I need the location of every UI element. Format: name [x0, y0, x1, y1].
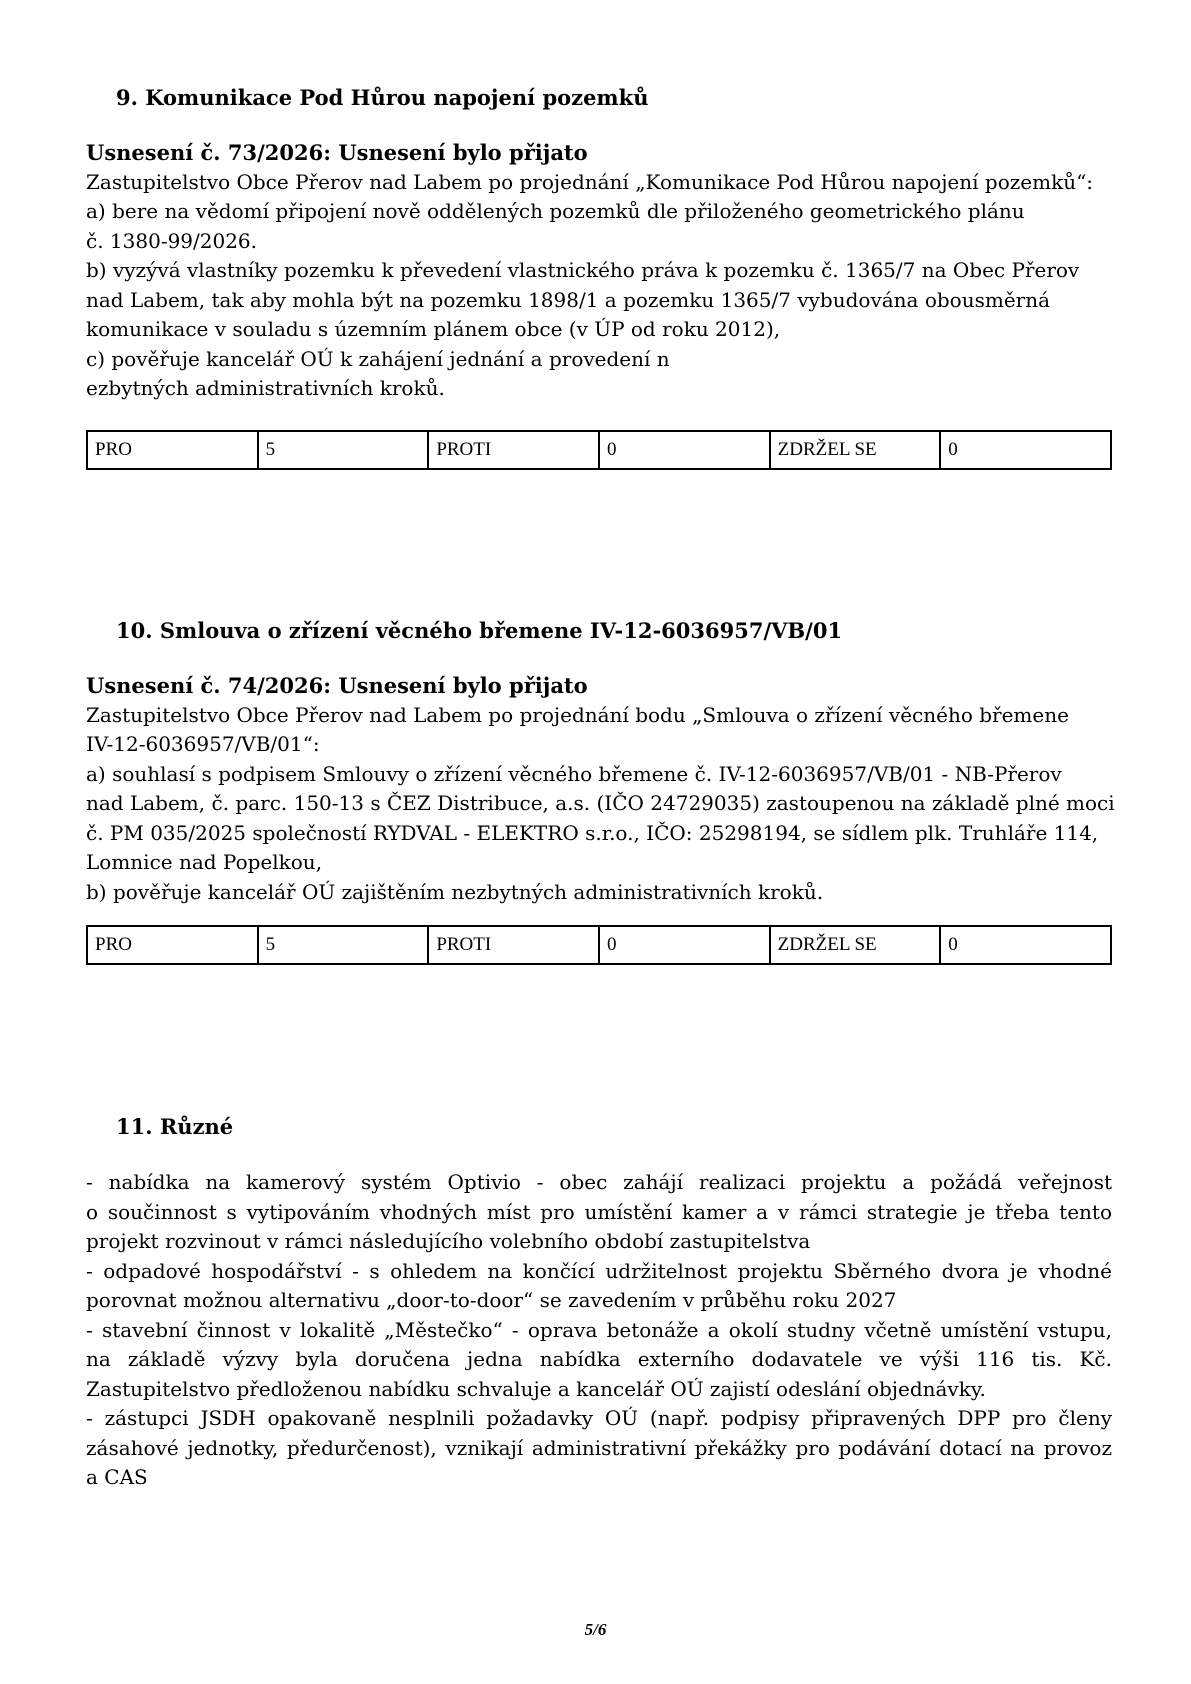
misc-items	[86, 1168, 1112, 1493]
section-11-heading: 11. Různé	[116, 1114, 234, 1139]
resolution-74-title: Usnesení č. 74/2026: Usnesení bylo přijato	[86, 673, 588, 698]
resolution-text-line: nad Labem, č. parc. 150-13 s ČEZ Distribuce, a.s. (IČO 24729035) zastoupenou na základě plné moci	[86, 791, 1115, 815]
resolution-text-line: IV-12-6036957/VB/01“:	[86, 732, 320, 756]
section-9-heading: 9. Komunikace Pod Hůrou napojení pozemků	[116, 85, 649, 110]
resolution-text-line: č. PM 035/2025 společností RYDVAL - ELEKTRO s.r.o., IČO: 25298194, se sídlem plk. Truhláře 114,	[86, 820, 1099, 845]
vote-proti-value: 0	[599, 431, 770, 469]
resolution-text-line: b) vyzývá vlastníky pozemku k převedení vlastnického práva k pozemku č. 1365/7 na Obec Přerov	[86, 258, 1080, 282]
vote-zdrzel-label: ZDRŽEL SE	[770, 431, 941, 469]
vote-pro-value: 5	[258, 431, 429, 469]
vote-pro-value: 5	[258, 926, 429, 964]
misc-text-line: - stavební činnost v lokalitě „Městečko“ - oprava betonáže a okolí studny včetně umístění vstupu,	[86, 1317, 1112, 1342]
vote-table-74	[86, 925, 1112, 965]
vote-pro-label: PRO	[87, 926, 258, 964]
resolution-text-line: komunikace v souladu s územním plánem obce (v ÚP od roku 2012),	[86, 317, 781, 341]
resolution-text-line: ezbytných administrativních kroků.	[86, 376, 445, 400]
resolution-text-line: Zastupitelstvo Obce Přerov nad Labem po projednání „Komunikace Pod Hůrou napojení pozemků“:	[86, 169, 1094, 194]
vote-pro-label: PRO	[87, 431, 258, 469]
resolution-73-title: Usnesení č. 73/2026: Usnesení bylo přijato	[86, 140, 588, 165]
resolution-text-line: Zastupitelstvo Obce Přerov nad Labem po projednání bodu „Smlouva o zřízení věcného břemene	[86, 702, 1069, 727]
misc-text-line: - odpadové hospodářství - s ohledem na končící udržitelnost projektu Sběrného dvora je vhodné	[86, 1258, 1112, 1283]
misc-text-line: - nabídka na kamerový systém Optivio - obec zahájí realizaci projektu a požádá veřejnost	[86, 1170, 1112, 1194]
misc-text-line: projekt rozvinout v rámci následujícího volebního období zastupitelstva	[86, 1229, 811, 1253]
page-number: 5/6	[584, 1620, 607, 1639]
vote-zdrzel-label: ZDRŽEL SE	[770, 926, 941, 964]
misc-text-line: na základě výzvy byla doručena jedna nabídka externího dodavatele ve výši 116 tis. Kč.	[86, 1347, 1112, 1371]
misc-text-line: o součinnost s vytipováním vhodných míst pro umístění kamer a v rámci strategie je třeba tento	[86, 1199, 1112, 1224]
resolution-text-line: b) pověřuje kancelář OÚ zajištěním nezbytných administrativních kroků.	[86, 879, 824, 904]
resolution-text-line: c) pověřuje kancelář OÚ k zahájení jednání a provedení n	[86, 346, 670, 371]
vote-zdrzel-value: 0	[940, 926, 1111, 964]
misc-text-line: zásahové jednotky, předurčenost), vznikají administrativní překážky pro podávání dotací na provoz	[86, 1435, 1112, 1460]
resolution-text-line: nad Labem, tak aby mohla být na pozemku 1898/1 a pozemku 1365/7 vybudována obousměrná	[86, 287, 1051, 312]
resolution-text-line: a) bere na vědomí připojení nově oddělených pozemků dle přiloženého geometrického plánu	[86, 199, 1025, 223]
section-10-heading: 10. Smlouva o zřízení věcného břemene IV-12-6036957/VB/01	[116, 618, 843, 643]
vote-zdrzel-value: 0	[940, 431, 1111, 469]
vote-proti-label: PROTI	[428, 926, 599, 964]
vote-table-73	[86, 430, 1112, 470]
resolution-text-line: a) souhlasí s podpisem Smlouvy o zřízení věcného břemene č. IV-12-6036957/VB/01 - NB-Přerov	[86, 761, 1062, 786]
vote-proti-label: PROTI	[428, 431, 599, 469]
misc-text-line: Zastupitelstvo předloženou nabídku schvaluje a kancelář OÚ zajistí odeslání objednávky.	[86, 1376, 986, 1401]
section-10-resolution	[86, 671, 1115, 907]
misc-text-line: porovnat možnou alternativu „door-to-door“ se zavedením v průběhu roku 2027	[86, 1288, 897, 1312]
resolution-text-line: Lomnice nad Popelkou,	[86, 850, 323, 874]
vote-row	[87, 926, 1111, 964]
vote-row	[87, 431, 1111, 469]
vote-proti-value: 0	[599, 926, 770, 964]
misc-text-line: - zástupci JSDH opakovaně nesplnili požadavky OÚ (např. podpisy připravených DPP pro členy	[86, 1406, 1112, 1430]
resolution-text-line: č. 1380-99/2026.	[86, 228, 258, 253]
misc-text-line: a CAS	[86, 1465, 148, 1489]
section-9-resolution	[86, 138, 1112, 404]
